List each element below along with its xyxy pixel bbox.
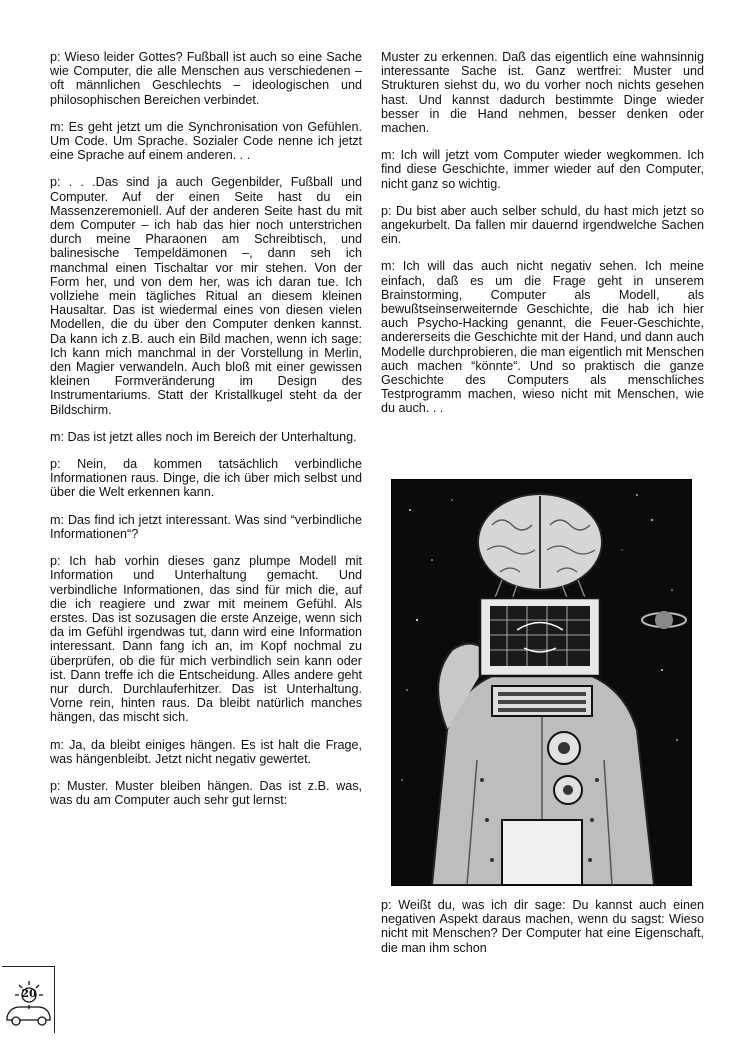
paragraph: m: Das ist jetzt alles noch im Bereich der Unterhaltung.	[50, 429, 357, 444]
paragraph: m: Ich will das auch nicht negativ sehen. Ich meine einfach, daß es um die Frage geht in unserem Brainstorming, Computer als Modell, als bewußtseinserweiternde Geschichte, die hab ich hier auch Psycho-Hacking genannt, die Feuer-Geschichte, andererseits die Geschichte mit der Hand, und dann auch Modelle durchprobieren, die man eigentlich mit Menschen auch machen “könnte“. Und so praktisch die ganze Geschichte des Computers als menschliches Testprogramm machen, wieso nicht mit Menschen, wie du auch. . .	[381, 259, 704, 416]
right-column	[381, 50, 704, 429]
paragraph: p: Weißt du, was ich dir sage: Du kannst auch einen negativen Aspekt daraus machen, wenn du sagst: Wieso nicht mit Menschen? Der Computer hat eine Eigenschaft, die man ihm schon	[381, 898, 704, 955]
paragraph: p: Muster. Muster bleiben hängen. Das ist z.B. was, was du am Computer auch sehr gut lernst:	[50, 778, 362, 808]
paragraph: m: Ich will jetzt vom Computer wieder wegkommen. Ich find diese Geschichte, immer wieder auf den Computer, nicht ganz so wichtig.	[381, 148, 704, 191]
paragraph: p: . . .Das sind ja auch Gegenbilder, Fußball und Computer. Auf der einen Seite hast du ein Massenzeremoniell. Auf der anderen Seite hast du mit dem Computer – ich hab das hier noch unterstrichen durch meine Pharaonen am Schreibtisch, und balinesische Tempeldämonen –, dann seh ich manchmal einen Tischaltar vor mir stehen. Von der Form her, und von dem her, was ich daran tue. Ich vollziehe mein tägliches Ritual an diesem kleinen Hausaltar. Das ist wiedermal eines von diesen vielen Modellen, die du über den Computer denken kannst. Da kann ich z.B. auch ein Bild machen, wenn ich sage: Ich kann mich manchmal in der Vorstellung in Merlin, den Magier verwandeln. Auch bloß mit einer gewissen kleinen Formveränderung im Design des Instrumentariums. Statt der Kristallkugel steht da der Bildschirm.	[50, 175, 362, 417]
brain-icon	[478, 494, 602, 590]
car-sun-icon	[2, 967, 54, 1033]
illustration-drawing	[392, 480, 691, 885]
paragraph: m: Es geht jetzt um die Synchronisation von Gefühlen. Um Code. Um Sprache. Sozialer Code nenne ich jetzt eine Sprache auf einem anderen. . .	[50, 119, 362, 163]
page-number: 20	[21, 987, 37, 1000]
left-column	[50, 50, 362, 820]
keyboard	[492, 686, 592, 716]
paragraph: Muster zu erkennen. Daß das eigentlich eine wahnsinnig interessante Sache ist. Ganz wertfrei: Muster und Strukturen siehst du, wo du vorher noch nichts gesehen hast. Und kannst dadurch bestimmte Dinge wieder besser in die Hand nehmen, besser denken oder machen.	[381, 50, 704, 136]
page-number-badge	[2, 966, 55, 1033]
paragraph: m: Das find ich jetzt interessant. Was sind “verbindliche Informationen“?	[50, 512, 362, 541]
illustration-brain-computer-astronaut	[391, 479, 692, 886]
monitor-head	[480, 598, 600, 676]
paragraph: p: Du bist aber auch selber schuld, du hast mich jetzt so angekurbelt. Da fallen mir dauernd irgendwelche Sachen ein.	[381, 203, 704, 247]
right-column-continuation	[381, 898, 704, 968]
paragraph: m: Ja, da bleibt einiges hängen. Es ist halt die Frage, was hängenbleibt. Jetzt nicht negativ gewertet.	[50, 737, 362, 766]
paragraph: p: Wieso leider Gottes? Fußball ist auch so eine Sache wie Computer, die alle Menschen aus verschiedenen – oft männlichen Geschlechts – ideologischen und philosophischen Bereichen verbindet.	[50, 50, 362, 107]
paragraph: p: Nein, da kommen tatsächlich verbindliche Informationen raus. Dinge, die ich über mich selbst und über die Welt erkennen kann.	[50, 457, 362, 500]
paragraph: p: Ich hab vorhin dieses ganz plumpe Modell mit Information und Unterhaltung gemacht. Und verbindliche Informationen, das sind für mich die, auf die ich reagiere und zwar mit meinem Gefühl. Als erstes. Das ist sozusagen die erste Anzeige, wenn sich da im Gefühl irgendwas tut, dann wird eine Information interessant. Dann fang ich an, im Kopf nochmal zu überprüfen, ob die für mich verbindlich sein kann oder ist. Dann treffe ich die Entscheidung. Alles andere geht nur durch. Durchlauferhitzer. Das ist Unterhaltung. Vorne rein, hinten raus. Da bleibt natürlich manches hängen, das mischt sich.	[50, 554, 362, 725]
